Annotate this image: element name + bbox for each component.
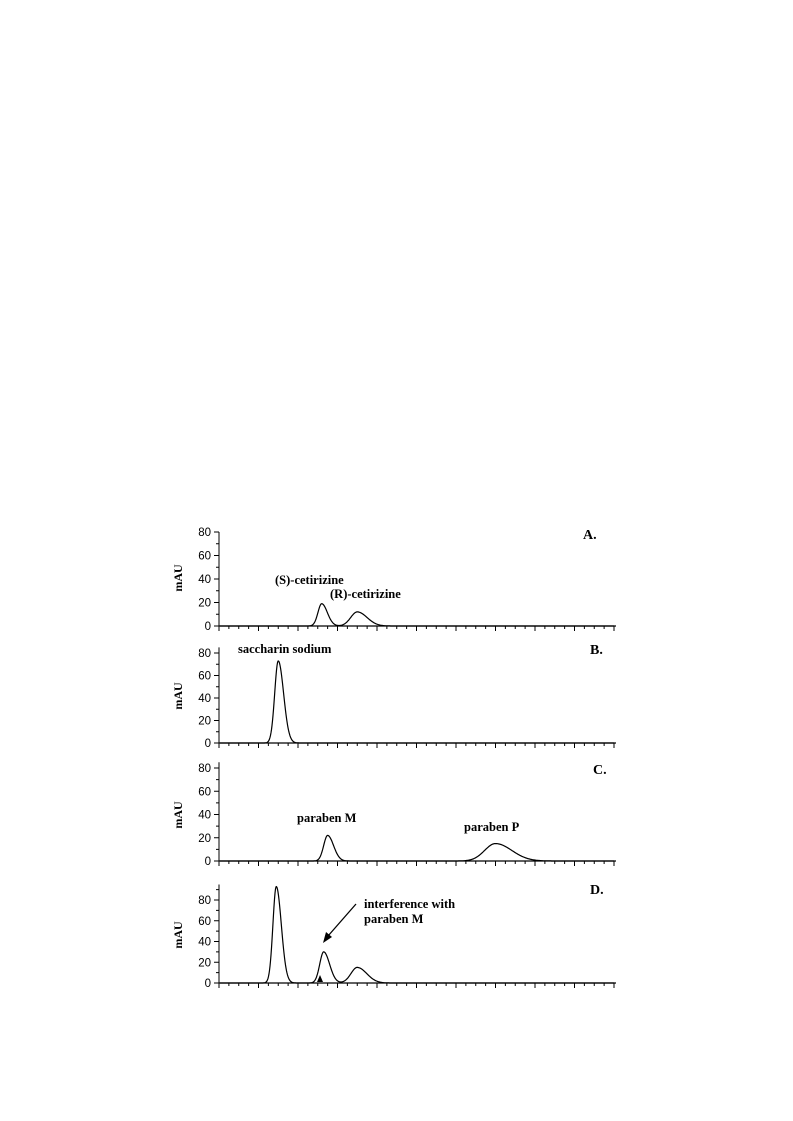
panel-a-ylabel: mAU <box>171 564 185 592</box>
panel-d-arrow-shaft <box>328 904 356 936</box>
panel-b-y-axis <box>198 647 219 750</box>
panel-a-label-r-cetirizine: (R)-cetirizine <box>330 587 401 601</box>
y-tick-label: 0 <box>204 738 211 750</box>
panel-d-label-line2: paraben M <box>364 912 424 926</box>
y-tick-label: 60 <box>198 915 211 928</box>
panel-b-letter: B. <box>590 643 603 658</box>
panel-a-letter: A. <box>583 528 597 543</box>
panel-c-label-paraben-m: paraben M <box>297 811 357 825</box>
panel-c-ylabel: mAU <box>171 801 185 829</box>
panel-c <box>171 762 616 868</box>
panel-a <box>171 527 616 633</box>
y-tick-label: 20 <box>198 597 211 610</box>
panel-d-y-axis <box>198 884 219 990</box>
panel-a-x-axis <box>219 626 616 631</box>
y-tick-label: 20 <box>198 957 211 970</box>
panel-b-label-saccharin: saccharin sodium <box>238 642 332 656</box>
y-tick-label: 80 <box>198 648 211 660</box>
panel-d-label-line1: interference with <box>364 897 456 911</box>
panel-b <box>171 642 616 750</box>
panel-b-x-axis <box>219 743 616 748</box>
panel-c-x-axis <box>219 861 616 866</box>
panel-b-ylabel: mAU <box>171 682 185 710</box>
y-tick-label: 80 <box>198 527 211 539</box>
y-tick-label: 60 <box>198 786 211 799</box>
y-tick-label: 60 <box>198 550 211 563</box>
y-tick-label: 20 <box>198 715 211 728</box>
panel-d-peak-marker <box>317 975 323 982</box>
panel-a-y-axis <box>198 527 219 633</box>
panel-d-letter: D. <box>590 883 604 898</box>
y-tick-label: 0 <box>204 978 211 990</box>
y-tick-label: 40 <box>198 693 211 705</box>
panel-c-letter: C. <box>593 763 607 778</box>
panel-a-trace <box>220 604 614 626</box>
y-tick-label: 0 <box>204 621 211 633</box>
y-tick-label: 40 <box>198 809 211 822</box>
y-tick-label: 40 <box>198 574 211 586</box>
panel-c-y-axis <box>198 762 219 868</box>
panel-d-ylabel: mAU <box>171 921 185 949</box>
y-tick-label: 60 <box>198 670 211 683</box>
y-tick-label: 0 <box>204 856 211 868</box>
panel-d-x-axis <box>219 983 616 988</box>
panel-c-trace <box>220 835 614 861</box>
panel-d <box>171 883 616 990</box>
y-tick-label: 80 <box>198 763 211 775</box>
y-tick-label: 80 <box>198 895 211 907</box>
panel-b-trace <box>220 661 614 743</box>
panel-c-label-paraben-p: paraben P <box>464 820 520 834</box>
y-tick-label: 40 <box>198 936 211 949</box>
panel-a-label-s-cetirizine: (S)-cetirizine <box>275 573 344 587</box>
y-tick-label: 20 <box>198 832 211 845</box>
